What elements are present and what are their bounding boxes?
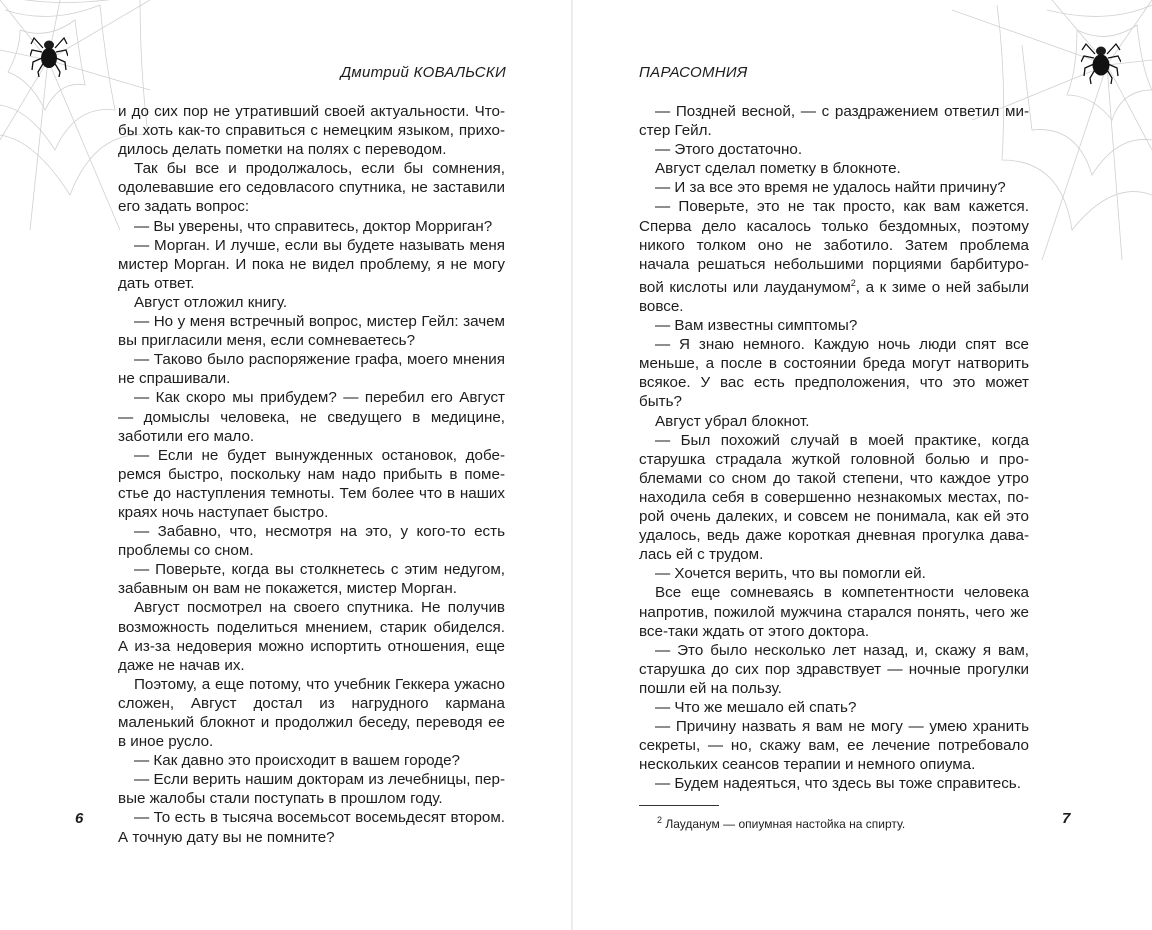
paragraph: Август посмотрел на своего спутника. Не получив возможность поделиться мнением, старик обиделся. А из-за недоверия можно испортить отношения, еще даже не начав их.	[118, 599, 505, 674]
spider-icon	[30, 32, 68, 78]
paragraph: — Это было несколько лет назад, и, скажу я вам, старушка до сих пор здравствует — ночные прогулки пошли ей на пользу.	[639, 641, 1029, 697]
paragraph: — Вам известны симптомы?	[655, 317, 858, 335]
left-body-text	[118, 102, 505, 847]
footnote-number: 2	[657, 815, 663, 825]
paragraph: Все еще сомневаясь в компетентности человека напротив, пожилой мужчина старался понять, чего же все-таки ждать от этого доктора.	[639, 584, 1029, 640]
left-page	[0, 0, 572, 930]
paragraph: — Таково было распоряжение графа, моего мнения не спрашивали.	[118, 351, 505, 388]
paragraph: — Я знаю немного. Каждую ночь люди спят все меньше, а после в состоянии бреда могут натворить всякое. У вас есть предположения, что это может быть?	[639, 336, 1029, 411]
paragraph: — Был похожий случай в моей практике, когда старушка страдала жуткой головной болью и проблемами со сном до такой степени, что каждое утро находила себя в совершенно незнакомых местах, порой очень далеких, и совсем не понимала, как ей это удалось, ведь даже короткая дневная прогулка давалась ей с трудом.	[639, 431, 1029, 564]
paragraph-text: — Поверьте, это не так просто, как вам кажется. Сперва дело касалось только бездомных, поэтому никого толком оно не заботило. Затем проблема начала решаться небольшими порциями барбитуровой кислоты или лауданумом	[639, 198, 1029, 296]
footnote-marker: 2	[850, 277, 856, 288]
paragraph: — Будем надеяться, что здесь вы тоже справитесь.	[655, 775, 1021, 793]
paragraph: — Как давно это происходит в вашем городе?	[134, 752, 461, 770]
footnote-text: Лауданум — опиумная настойка на спирту.	[665, 817, 906, 831]
paragraph: — И за все это время не удалось найти причину?	[655, 179, 1006, 197]
paragraph: — Забавно, что, несмотря на это, у кого-то есть проблемы со сном.	[118, 523, 505, 560]
paragraph: — Поздней весной, — с раздражением ответил мистер Гейл.	[639, 103, 1029, 140]
paragraph: Август убрал блокнот.	[655, 412, 810, 430]
paragraph: Поэтому, а еще потому, что учебник Геккера ужасно сложен, Август достал из нагрудного кармана маленький блокнот и продолжил беседу, переводя ее в иное русло.	[118, 675, 505, 751]
paragraph: — Но у меня встречный вопрос, мистер Гейл: зачем вы пригласили меня, если сомневаетесь?	[118, 313, 505, 350]
paragraph: и до сих пор не утративший своей актуальности. Чтобы хоть как-то справиться с немецким языком, приходилось делать пометки на полях с переводом.	[118, 103, 505, 159]
paragraph: — Если верить нашим докторам из лечебницы, первые жалобы стали поступать в прошлом году.	[118, 771, 505, 808]
footnote-rule	[639, 805, 719, 806]
paragraph: — То есть в тысяча восемьсот восемьдесят втором. А точную дату вы не помните?	[118, 809, 505, 846]
right-page	[573, 0, 1152, 930]
running-head-title: ПАРАСОМНИЯ	[639, 64, 748, 81]
paragraph: — Этого достаточно.	[655, 141, 803, 159]
page-number: 6	[75, 810, 84, 827]
paragraph: — Вы уверены, что справитесь, доктор Морриган?	[134, 217, 493, 235]
paragraph: Так бы все и продолжалось, если бы сомнения, одолевавшие его седовласого спутника, не заставили его задать вопрос:	[118, 160, 505, 216]
paragraph-text: , а к зиме о ней забыли вовсе.	[639, 278, 1029, 315]
paragraph: — Поверьте, когда вы столкнетесь с этим недугом, забавным он вам не покажется, мистер Морган.	[118, 561, 505, 598]
running-head-author: Дмитрий КОВАЛЬСКИ	[340, 64, 506, 81]
page-number: 7	[1062, 810, 1071, 827]
paragraph: Август отложил книгу.	[134, 293, 288, 311]
paragraph: — Хочется верить, что вы помогли ей.	[655, 565, 926, 583]
right-body-text	[639, 102, 1029, 793]
paragraph: — Что же мешало ей спать?	[655, 698, 857, 716]
paragraph: Август сделал пометку в блокноте.	[655, 160, 901, 178]
paragraph: — Как скоро мы прибудем? — перебил его Август — домыслы человека, не сведущего в медицине, заботили его мало.	[118, 389, 505, 445]
spider-icon	[1081, 38, 1121, 86]
footnote	[657, 815, 905, 831]
paragraph: — Причину назвать я вам не могу — умею хранить секреты, — но, скажу вам, ее лечение потребовало нескольких сеансов терапии и немного опиума.	[639, 718, 1029, 774]
paragraph: — Если не будет вынужденных остановок, доберемся быстро, поскольку нам надо прибыть в поместье до наступления темноты. Тем более что в наших краях ночь наступает быстро.	[118, 446, 505, 521]
paragraph	[639, 197, 1029, 316]
paragraph: — Морган. И лучше, если вы будете называть меня мистер Морган. И пока не видел проблему, я не могу дать ответ.	[118, 236, 505, 292]
